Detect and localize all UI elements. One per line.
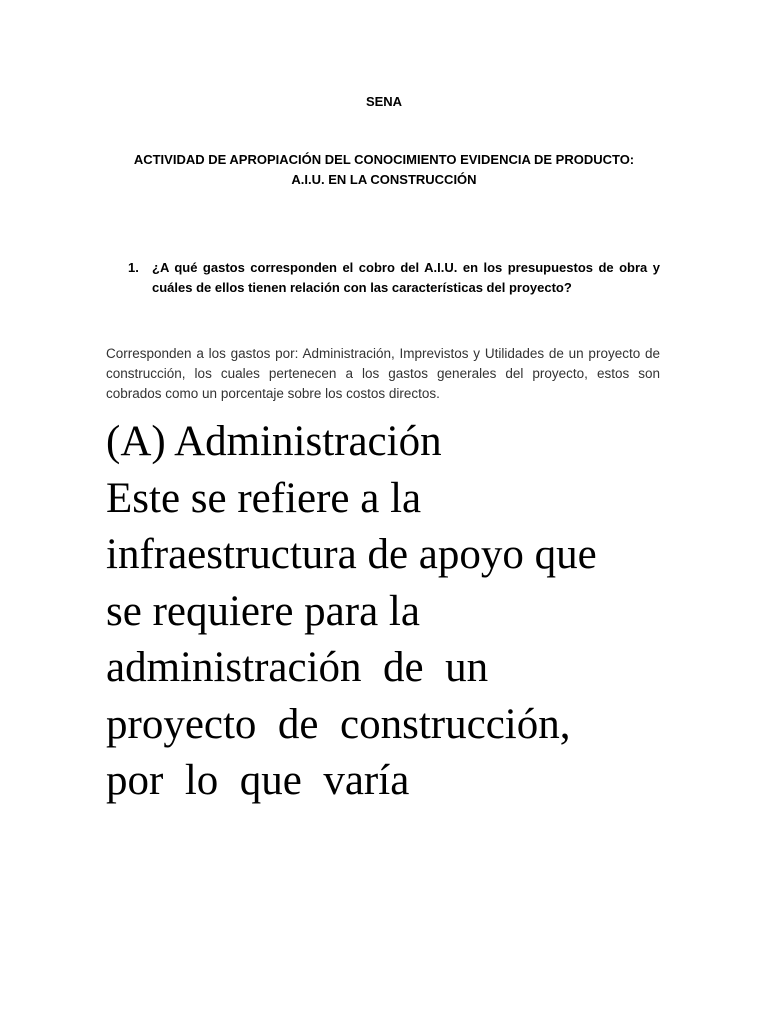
large-text-line: proyecto de construcción, [106, 700, 571, 748]
org-heading: SENA [365, 94, 403, 109]
document-title: ACTIVIDAD DE APROPIACIÓN DEL CONOCIMIENTO EVIDENCIA DE PRODUCTO: A.I.U. EN LA CONSTRUCCIÓN [133, 152, 635, 187]
question-number: 1. [128, 260, 139, 275]
large-text-block [106, 414, 706, 810]
large-text-line: infraestructura de apoyo que [106, 531, 597, 578]
large-text-line: Este se refiere a la [106, 474, 422, 522]
answer-paragraph: Corresponden a los gastos por: Administración, Imprevistos y Utilidades de un proyecto de construcción, los cuales pertenecen a los gastos generales del proyecto, estos son cobrados como un porcentaje sobre los costos directos. [106, 346, 660, 401]
large-text-line: administración de un [106, 644, 489, 691]
large-text-line: se requiere para la [106, 587, 420, 635]
large-text-line: por lo que varía [106, 757, 410, 804]
question-item [128, 258, 660, 297]
large-text-line: (A) Administración [106, 418, 442, 465]
question-text: ¿A qué gastos corresponden el cobro del A.I.U. en los presupuestos de obra y cuáles de ellos tienen relación con las características del proyecto? [152, 260, 660, 295]
